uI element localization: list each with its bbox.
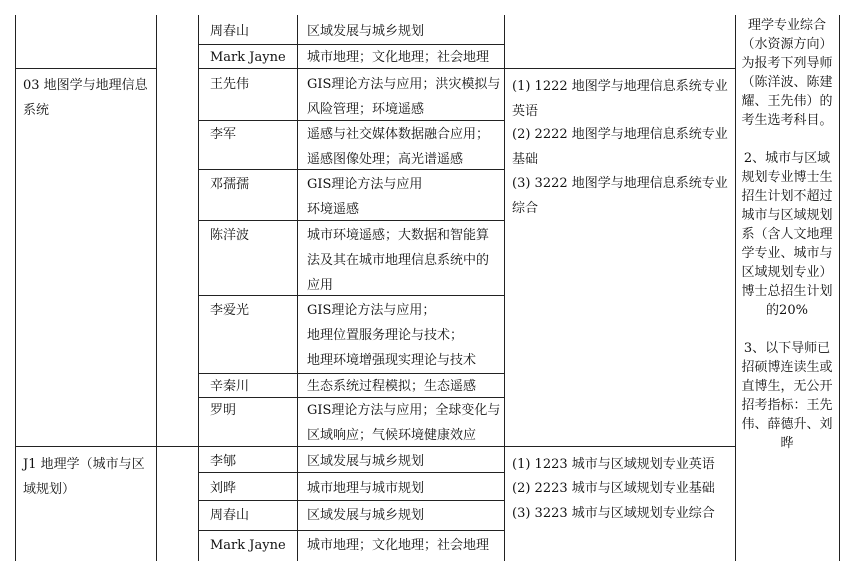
advisor-name: 李军: [210, 127, 237, 142]
advisor-name: 邓孺孺: [210, 177, 250, 192]
research-field: 城市地理与城市规划: [307, 481, 425, 496]
advisor-name: 李郇: [210, 454, 237, 469]
table-border-left: [15, 15, 16, 561]
research-field: 城市地理；文化地理；社会地理: [307, 538, 490, 553]
exam-subject: (2) 2223 城市与区域规划专业基础: [512, 481, 715, 496]
major-title: J1 地理学（城市与区域规划）: [23, 457, 145, 497]
research-field: 区域发展与城乡规划: [307, 508, 425, 523]
research-field: 生态系统过程模拟；生态遥感: [307, 379, 477, 394]
table-border-right: [839, 15, 840, 561]
row-divider: [15, 68, 157, 69]
exam-subject: (2) 2222 地图学与地理信息系统专业基础: [512, 127, 728, 167]
major-title: 03 地图学与地理信息系统: [23, 78, 148, 118]
exam-subject: (1) 1222 地图学与地理信息系统专业英语: [512, 79, 728, 119]
advisor-name: 李爱光: [210, 303, 250, 318]
research-field: 区域发展与城乡规划: [307, 454, 425, 469]
advisor-name: 辛秦川: [210, 379, 250, 394]
research-field: GIS理论方法与应用； 地理位置服务理论与技术； 地理环境增强现实理论与技术: [307, 303, 477, 368]
column-divider: [156, 15, 157, 561]
row-divider: [198, 530, 505, 531]
advisor-name: 刘晔: [210, 481, 237, 496]
note-text: 3、以下导师已招硕博连读生或直博生，无公开招考指标：王先伟、薛德升、刘晔: [741, 341, 833, 451]
research-field: 遥感与社交媒体数据融合应用；遥感图像处理；高光谱遥感: [307, 127, 490, 167]
advisor-name: 周春山: [210, 508, 250, 523]
research-field: 城市地理；文化地理；社会地理: [307, 50, 490, 65]
advisor-name: 陈洋波: [210, 228, 250, 243]
column-divider: [735, 15, 736, 561]
advisor-name: 周春山: [210, 24, 250, 39]
research-field: GIS理论方法与应用；全球变化与区域响应；气候环境健康效应: [307, 403, 501, 443]
advisor-name: 罗明: [210, 403, 237, 418]
column-divider: [297, 15, 298, 561]
note-text: 2、城市与区域规划专业博士生招生计划不超过城市与区域规划系（含人文地理学专业、城市与区域规划专业）博士总招生计划的20%: [741, 151, 833, 318]
row-divider: [504, 68, 735, 69]
column-divider: [198, 15, 199, 561]
note-text: 理学专业综合（水资源方向）为报考下列导师（陈洋波、陈建耀、王先伟）的考生选考科目。: [741, 18, 833, 128]
exam-subject: (3) 3222 地图学与地理信息系统专业综合: [512, 176, 728, 216]
column-divider: [504, 15, 505, 561]
notes-column: [738, 16, 836, 472]
research-field: 城市环境遥感；大数据和智能算法及其在城市地理信息系统中的应用: [307, 228, 490, 293]
exam-subject: (3) 3223 城市与区域规划专业综合: [512, 506, 715, 521]
research-field: GIS理论方法与应用 环境遥感: [307, 177, 423, 217]
advisor-name: Mark Jayne: [210, 50, 286, 65]
research-field: 区域发展与城乡规划: [307, 24, 425, 39]
research-field: GIS理论方法与应用；洪灾模拟与风险管理；环境遥感: [307, 77, 501, 117]
advisor-name: 王先伟: [210, 77, 250, 92]
advisor-name: Mark Jayne: [210, 538, 286, 553]
exam-subject: (1) 1223 城市与区域规划专业英语: [512, 457, 715, 472]
